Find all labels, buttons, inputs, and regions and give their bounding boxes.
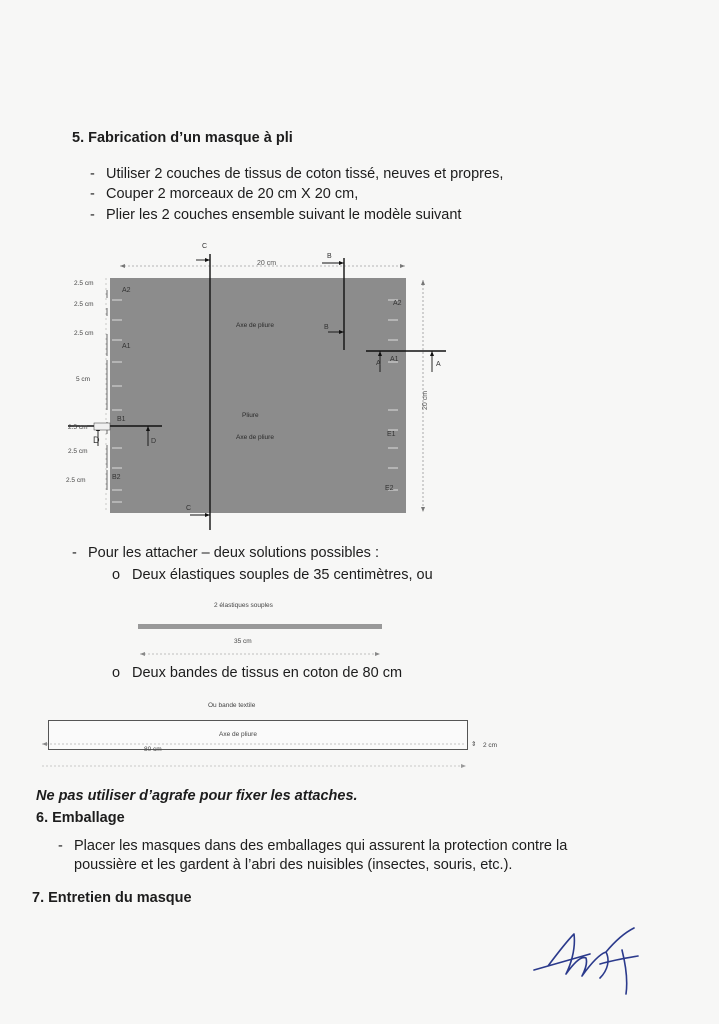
elastic-diagram xyxy=(136,600,386,662)
mark-b-top: B xyxy=(327,253,332,260)
band-length-label: 80 cm xyxy=(144,746,162,753)
mark-a1: A1 xyxy=(122,343,131,350)
list-item: - Utiliser 2 couches de tissus de coton tissé, neuves et propres, xyxy=(90,166,504,182)
section-5-heading: 5. Fabrication d’un masque à pli xyxy=(72,130,293,146)
fold-axis-label-bottom: Axe de pliure xyxy=(236,434,274,441)
option-2-text: Deux bandes de tissus en coton de 80 cm xyxy=(132,665,403,681)
dim-label: 5 cm xyxy=(76,376,91,383)
mark-b-inner: B xyxy=(324,324,329,331)
list-item-text: Plier les 2 couches ensemble suivant le modèle suivant xyxy=(106,207,462,223)
mask-pattern-svg xyxy=(60,240,450,540)
mark-a-outer: A xyxy=(436,361,441,368)
mark-b2: B2 xyxy=(112,474,121,481)
width-label: 20 cm xyxy=(257,260,277,267)
handwritten-signature xyxy=(530,920,650,1000)
dim-label: 2.5 cm xyxy=(68,424,88,431)
mark-c-top: C xyxy=(202,243,208,250)
option-1: o Deux élastiques souples de 35 centimètres, ou xyxy=(112,567,433,583)
warning-note: Ne pas utiliser d’agrafe pour fixer les attaches. xyxy=(36,788,358,804)
mark-a2: A2 xyxy=(122,287,131,294)
option-1-text: Deux élastiques souples de 35 centimètres, ou xyxy=(132,567,433,583)
mark-d-right: D xyxy=(151,438,157,445)
mask-pattern-diagram xyxy=(60,240,450,540)
band-width-arrow: ⇕ xyxy=(471,741,477,748)
elastic-dimension-arrow xyxy=(136,650,386,658)
option-2: o Deux bandes de tissus en coton de 80 cm xyxy=(112,665,403,681)
elastic-label: 2 élastiques souples xyxy=(214,602,273,609)
band-dimension-arrow xyxy=(36,740,476,748)
attach-intro: - Pour les attacher – deux solutions possibles : xyxy=(72,545,379,561)
list-item: - Plier les 2 couches ensemble suivant le modèle suivant xyxy=(90,207,462,223)
mark-a-inner: A xyxy=(376,360,381,367)
fold-label: Pliure xyxy=(242,412,259,419)
band-length-arrow xyxy=(36,762,476,770)
dim-label: 2.5 cm xyxy=(74,330,94,337)
band-axis-label: Axe de pliure xyxy=(219,731,257,738)
band-diagram xyxy=(36,698,516,778)
section-6-text: - Placer les masques dans des emballages qui assurent la protection contre la poussière et les gardent à l’abri des nuisibles (insectes, souris, etc.). xyxy=(58,838,568,873)
dim-label: 2.5 cm xyxy=(74,280,94,287)
dim-label: 2.5 cm xyxy=(68,448,88,455)
list-item-text: Utiliser 2 couches de tissus de coton tissé, neuves et propres, xyxy=(106,166,504,182)
dim-label: 2.5 cm xyxy=(66,477,86,484)
mark-e2: E2 xyxy=(385,485,394,492)
elastic-length: 35 cm xyxy=(234,638,252,645)
elastic-band xyxy=(138,624,382,629)
list-item: - Couper 2 morceaux de 20 cm X 20 cm, xyxy=(90,186,359,202)
mark-d-left: D xyxy=(93,435,100,445)
fold-axis-label-top: Axe de pliure xyxy=(236,322,274,329)
mark-e1: E1 xyxy=(387,431,396,438)
height-label: 20 cm xyxy=(422,390,429,410)
dim-label: 2.5 cm xyxy=(74,301,94,308)
list-item-text: Couper 2 morceaux de 20 cm X 20 cm, xyxy=(106,186,359,202)
band-top-half xyxy=(48,720,468,736)
section-6-line-1: Placer les masques dans des emballages qui assurent la protection contre la xyxy=(74,838,568,854)
fabric-rectangle xyxy=(110,278,406,513)
mark-a1-right: A1 xyxy=(390,356,399,363)
mark-c-bottom: C xyxy=(186,505,192,512)
band-label: Ou bande textile xyxy=(208,702,256,709)
mark-b1: B1 xyxy=(117,416,126,423)
attach-intro-text: Pour les attacher – deux solutions possibles : xyxy=(88,545,379,561)
section-6-line-2: poussière et les gardent à l’abri des nuisibles (insectes, souris, etc.). xyxy=(74,857,513,873)
mark-a2-right: A2 xyxy=(393,300,402,307)
section-6-heading: 6. Emballage xyxy=(36,810,125,826)
band-width-label: 2 cm xyxy=(483,742,498,749)
section-7-heading: 7. Entretien du masque xyxy=(32,890,192,906)
